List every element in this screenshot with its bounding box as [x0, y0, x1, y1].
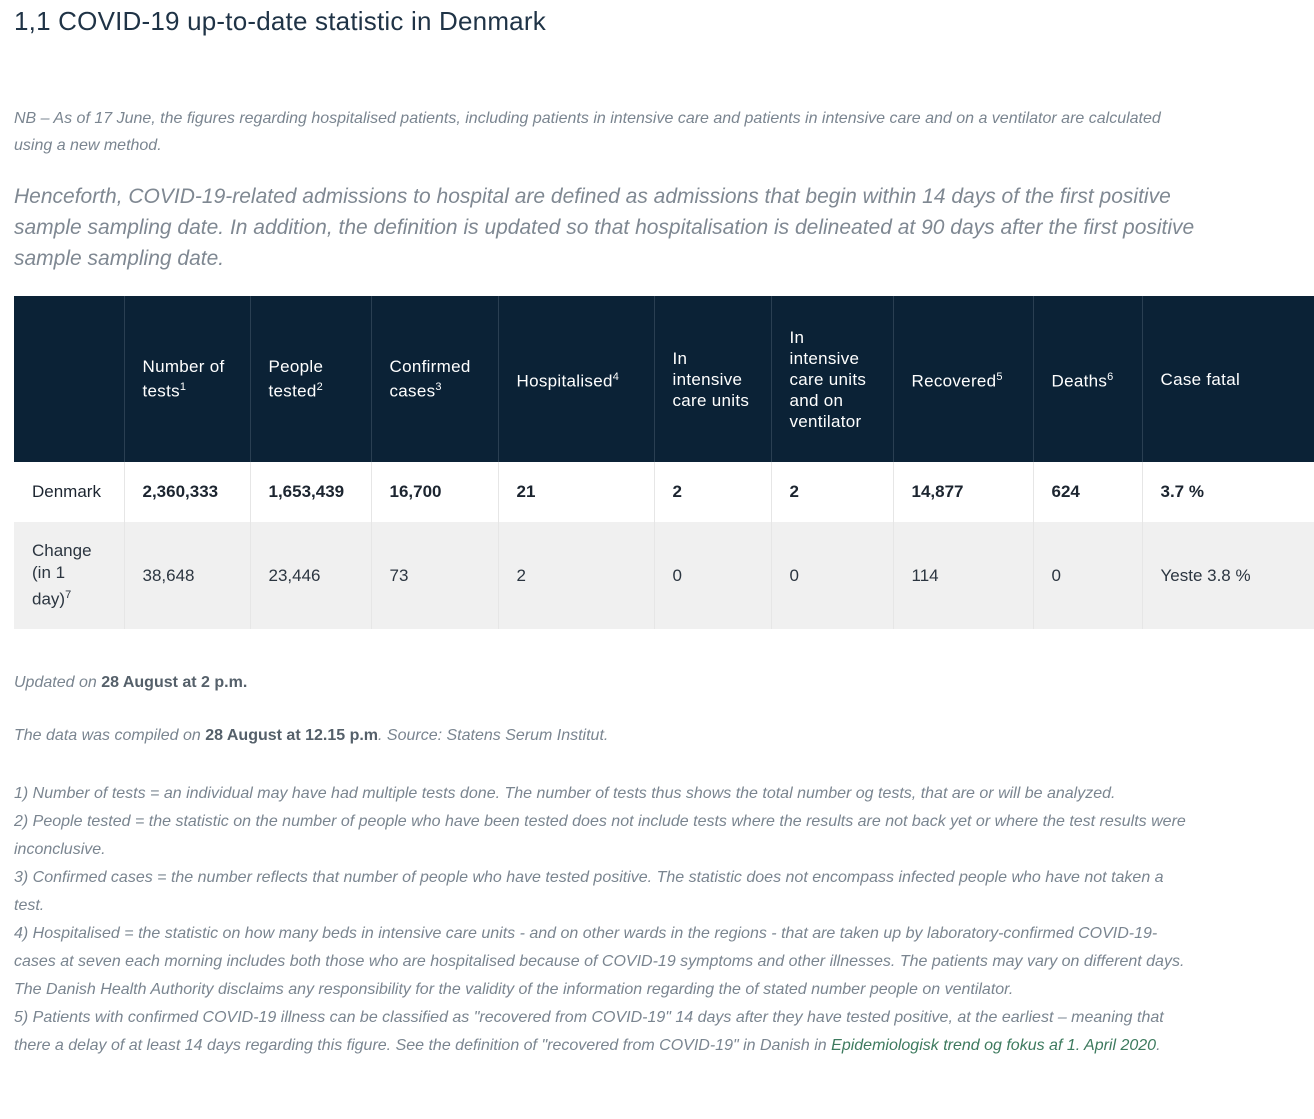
updated-value: 28 August at 2 p.m. [101, 674, 248, 691]
cell-intensive-care: 2 [654, 462, 771, 522]
header-confirmed-cases: Confirmed cases$^3$ [371, 296, 498, 462]
header-case-fatality: Case fatal [1142, 296, 1314, 462]
cell-hospitalised: 2 [498, 522, 654, 629]
footnotes [14, 780, 1194, 1060]
row-label: Denmark [32, 482, 101, 501]
header-people-tested: People tested$^2$ [250, 296, 371, 462]
cell-recovered: 114 [893, 522, 1033, 629]
cell-hospitalised: 21 [498, 462, 654, 522]
cell-deaths: 624 [1033, 462, 1142, 522]
header-cell-label [14, 296, 124, 462]
cell-intensive-care-ventilator: 0 [771, 522, 893, 629]
header-intensive-care: In intensive care units [654, 296, 771, 462]
cell-confirmed-cases: 73 [371, 522, 498, 629]
header-recovered: Recovered$^5$ [893, 296, 1033, 462]
row-label: Change (in 1 day)$^7$ [14, 522, 124, 629]
updated-text: Updated on 28 August at 2 p.m. [14, 674, 248, 691]
nb-notice: NB – As of 17 June, the figures regarding hospitalised patients, including patients in intensive care and patients in intensive care and on a ventilator are calculated using a new method. [14, 110, 1161, 154]
footnote-4: 4) Hospitalised = the statistic on how many beds in intensive care units - and on other wards in the regions - that are taken up by laboratory-confirmed COVID-19-cases at seven each morning includes both those who are hospitalised because of COVID-19 symptoms and other illnesses. The patients may vary on different days. The Danish Health Authority disclaims any responsibility for the validity of the information regarding the of stated number people on ventilator. [14, 925, 1185, 998]
cell-case-fatality: 3.7 % [1142, 462, 1314, 522]
cell-number-of-tests: 2,360,333 [124, 462, 250, 522]
table-row-change [14, 522, 1314, 629]
page-title: 1,1 COVID-19 up-to-date statistic in Denmark [14, 6, 546, 36]
cell-case-fatality: Yeste 3.8 % [1142, 522, 1314, 629]
table-row-denmark [14, 462, 1314, 522]
epidemiologisk-trend-link[interactable]: Epidemiologisk trend og fokus af 1. April 2020 [831, 1037, 1157, 1054]
footnote-1: 1) Number of tests = an individual may have had multiple tests done. The number of tests thus shows the total number og tests, that are or will be analyzed. [14, 785, 1116, 802]
cell-number-of-tests: 38,648 [124, 522, 250, 629]
cell-people-tested: 23,446 [250, 522, 371, 629]
cell-recovered: 14,877 [893, 462, 1033, 522]
lead-paragraph: Henceforth, COVID-19-related admissions to hospital are defined as admissions that begin within 14 days of the first positive sample sampling date. In addition, the definition is updated so that hospitalisation is delineated at 90 days after the first positive sample sampling date. [14, 185, 1195, 270]
cell-intensive-care-ventilator: 2 [771, 462, 893, 522]
header-row [14, 296, 1314, 462]
header-deaths: Deaths$^6$ [1033, 296, 1142, 462]
cell-people-tested: 1,653,439 [250, 462, 371, 522]
footnote-5: 5) Patients with confirmed COVID-19 illness can be classified as "recovered from COVID-19" 14 days after they have tested positive, at the earliest – meaning that there a delay of at least 14 days regarding this figure. See the definition of "recovered from COVID-19" in Danish in Epidemiologisk trend og fokus af 1. April 2020. [14, 1009, 1164, 1054]
compiled-value: 28 August at 12.15 p.m [205, 727, 379, 744]
cell-confirmed-cases: 16,700 [371, 462, 498, 522]
header-number-of-tests: Number of tests$^1$ [124, 296, 250, 462]
cell-intensive-care: 0 [654, 522, 771, 629]
compiled-text: The data was compiled on 28 August at 12.15 p.m. Source: Statens Serum Institut. [14, 727, 609, 744]
footnote-2: 2) People tested = the statistic on the number of people who have been tested does not include tests where the results are not back yet or where the test results were inconclusive. [14, 813, 1186, 858]
header-hospitalised: Hospitalised$^4$ [498, 296, 654, 462]
cell-deaths: 0 [1033, 522, 1142, 629]
header-intensive-care-ventilator: In intensive care units and on ventilator [771, 296, 893, 462]
table-header [14, 296, 1314, 462]
statistics-table [14, 296, 1314, 629]
footnote-3: 3) Confirmed cases = the number reflects that number of people who have tested positive. The statistic does not encompass infected people who have not taken a test. [14, 869, 1164, 914]
